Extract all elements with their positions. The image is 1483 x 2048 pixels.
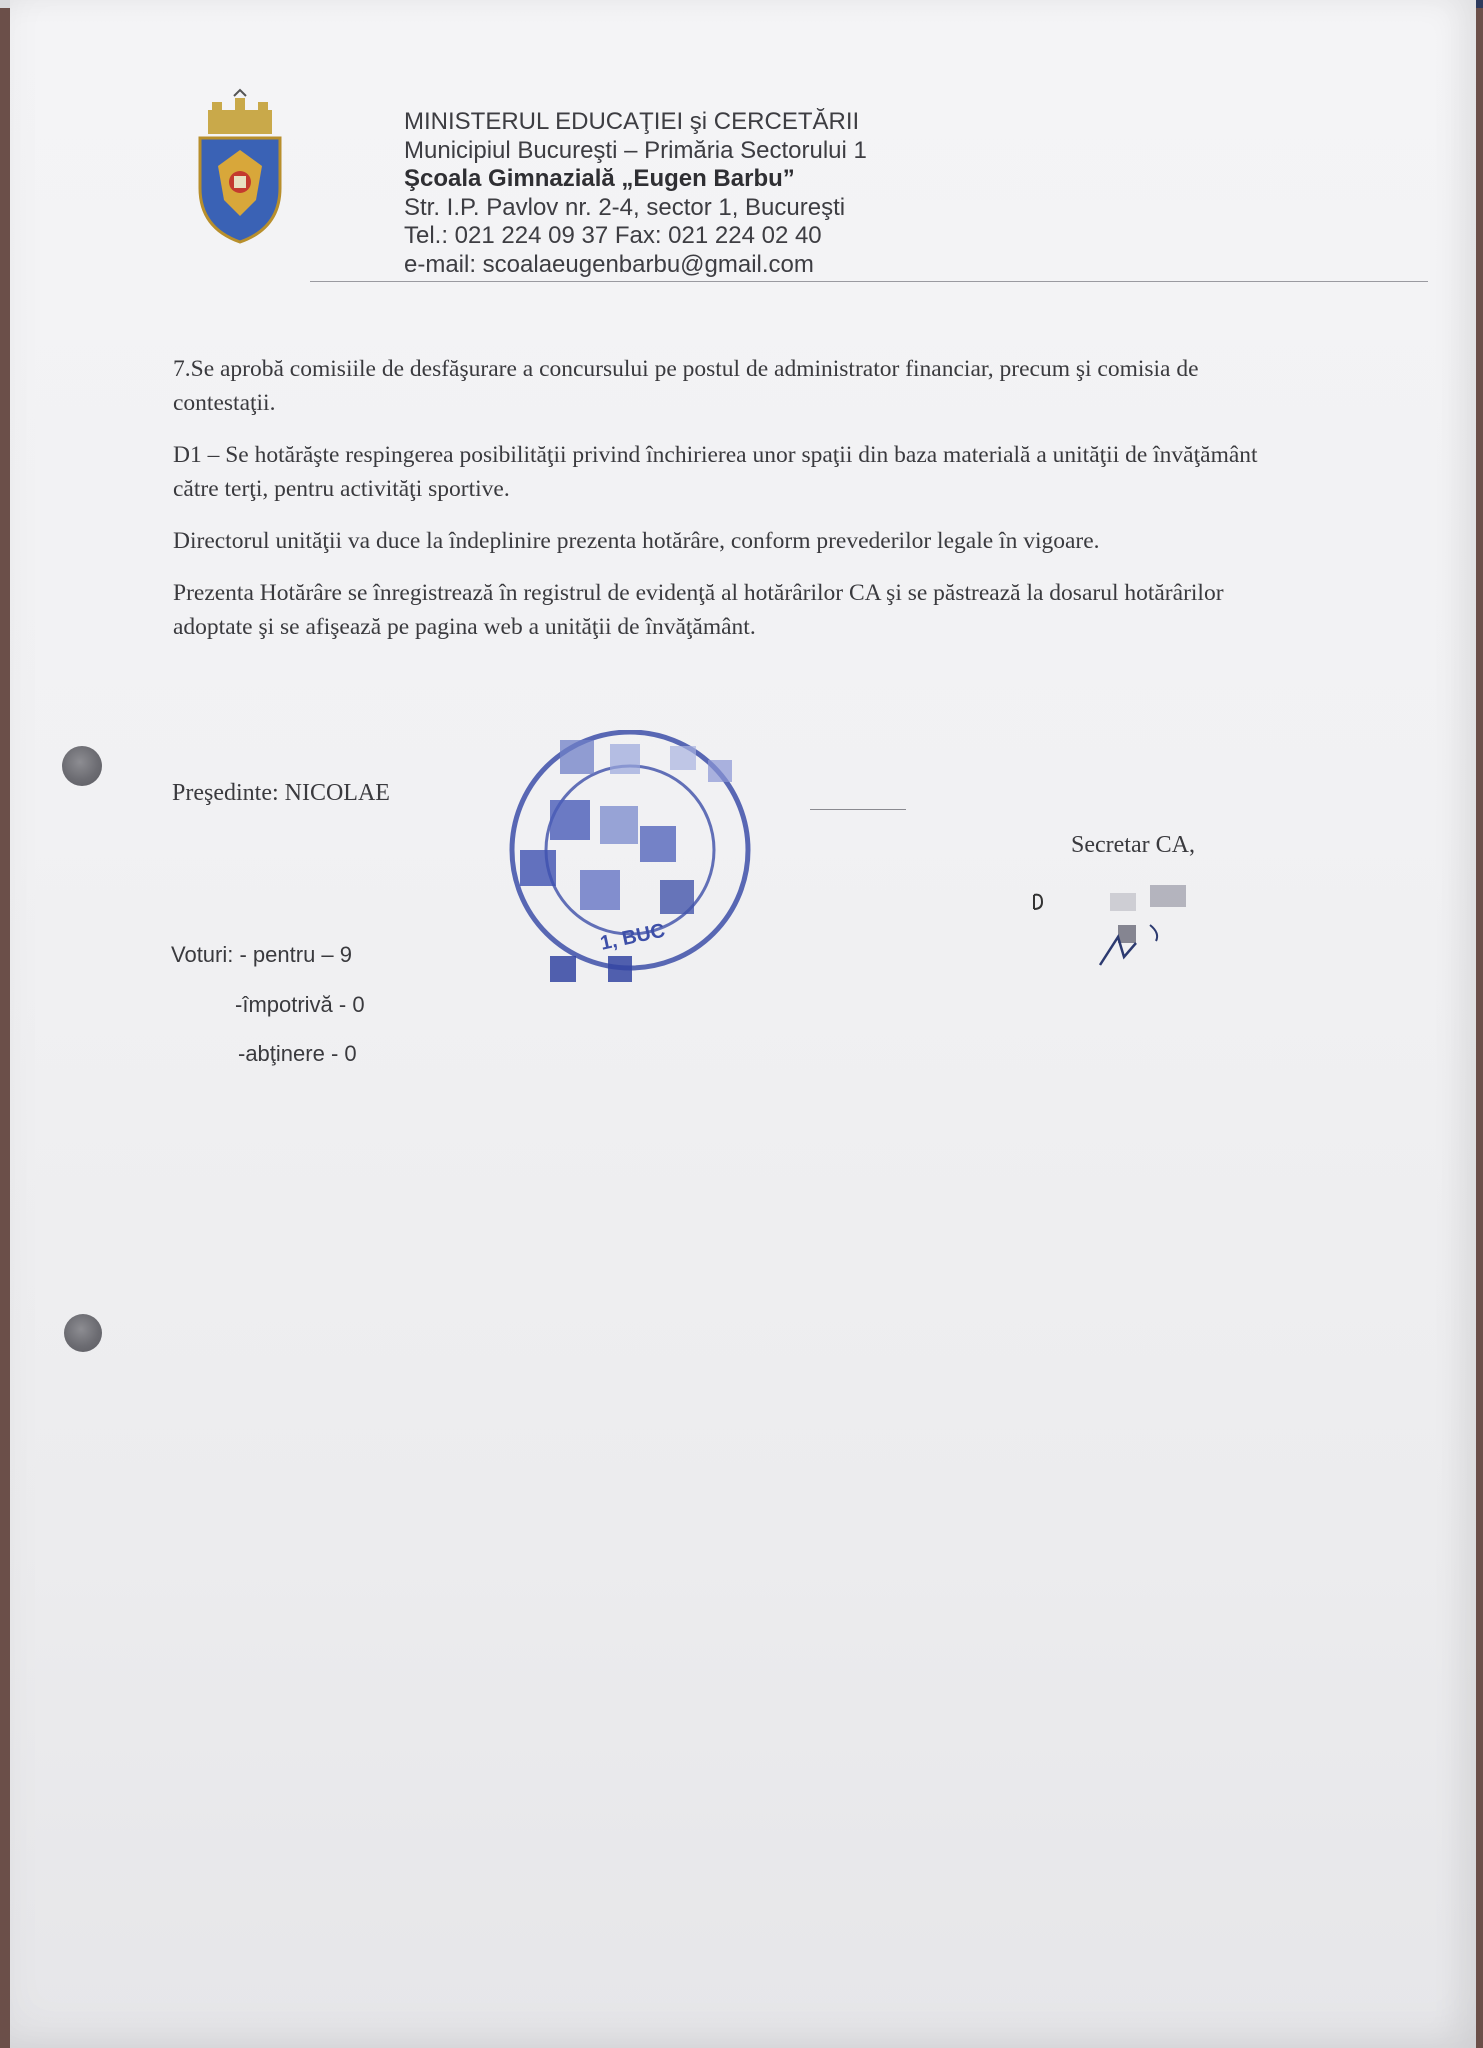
bucharest-coat-of-arms-icon bbox=[190, 88, 290, 248]
president-signature-label: Preşedinte: NICOLAE bbox=[172, 780, 390, 806]
votes-for: Voturi: - pentru – 9 bbox=[171, 942, 352, 967]
punch-hole-top bbox=[62, 746, 102, 786]
punch-hole-bottom bbox=[64, 1314, 102, 1352]
school-phone-fax: Tel.: 021 224 09 37 Fax: 021 224 02 40 bbox=[404, 222, 822, 249]
votes-against: -împotrivă - 0 bbox=[235, 992, 365, 1017]
stamp-text: 1, BUC bbox=[598, 919, 668, 955]
school-address: Str. I.P. Pavlov nr. 2-4, sector 1, Bucureşti bbox=[404, 193, 846, 221]
official-school-stamp bbox=[490, 730, 760, 990]
secretary-handwritten-signature bbox=[1020, 875, 1240, 985]
decision-paragraph-d1: D1 – Se hotărăşte respingerea posibilităţii privind închirierea unor spaţii din baza materială a unităţii de învăţământ către terţi, pentru activităţi sportive. bbox=[173, 442, 1258, 502]
decision-paragraph-director: Directorul unităţii va duce la îndeplinire prezenta hotărâre, conform prevederilor legale în vigoare. bbox=[173, 528, 1100, 554]
school-email: e-mail: scoalaeugenbarbu@gmail.com bbox=[404, 250, 814, 278]
municipality-name: Municipiul Bucureşti – Primăria Sectorului 1 bbox=[404, 136, 867, 164]
ministry-name: MINISTERUL EDUCAŢIEI şi CERCETĂRII bbox=[404, 108, 860, 135]
decision-paragraph-7: 7.Se aprobă comisiile de desfăşurare a concursului pe postul de administrator financiar, precum şi comisia de contestaţii. bbox=[173, 356, 1199, 416]
letterhead bbox=[404, 108, 867, 279]
decision-body bbox=[173, 352, 1273, 662]
header-divider bbox=[310, 281, 1428, 282]
secretary-signature-label: Secretar CA, bbox=[1071, 832, 1195, 858]
document-page bbox=[10, 0, 1476, 2048]
votes-abstain: -abţinere - 0 bbox=[238, 1041, 357, 1066]
president-signature-line bbox=[810, 809, 906, 810]
decision-paragraph-registration: Prezenta Hotărâre se înregistrează în registrul de evidenţă al hotărârilor CA şi se păstrează la dosarul hotărârilor adoptate şi se afişează pe pagina web a unităţii de învăţământ. bbox=[173, 580, 1224, 640]
school-name: Şcoala Gimnazială „Eugen Barbu” bbox=[404, 165, 795, 192]
